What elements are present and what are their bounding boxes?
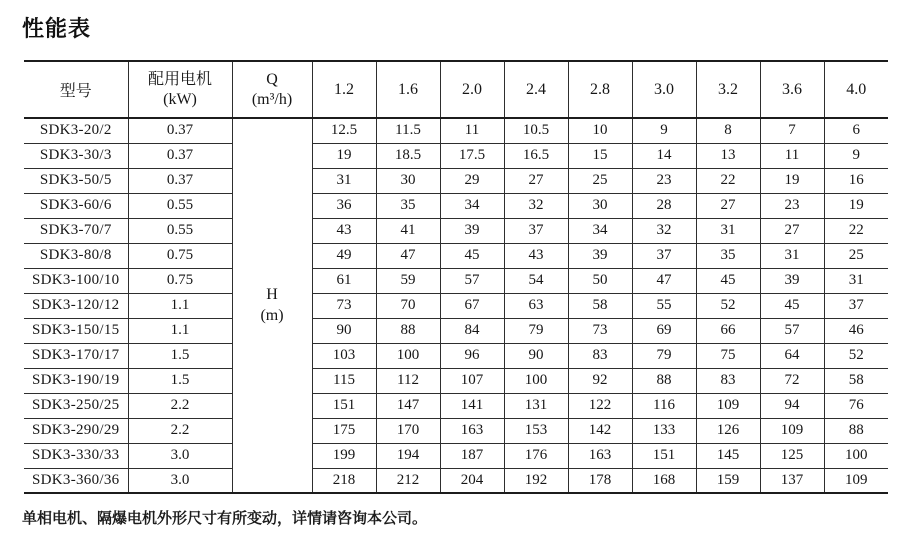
head-value-cell: 151 [632, 443, 696, 468]
head-value-cell: 153 [504, 418, 568, 443]
head-value-cell: 31 [696, 218, 760, 243]
head-value-cell: 126 [696, 418, 760, 443]
head-value-cell: 57 [440, 268, 504, 293]
head-value-cell: 13 [696, 143, 760, 168]
model-cell: SDK3-50/5 [24, 168, 128, 193]
head-value-cell: 75 [696, 343, 760, 368]
head-value-cell: 163 [568, 443, 632, 468]
head-value-cell: 194 [376, 443, 440, 468]
head-value-cell: 35 [376, 193, 440, 218]
head-value-cell: 19 [824, 193, 888, 218]
head-value-cell: 36 [312, 193, 376, 218]
head-value-cell: 100 [504, 368, 568, 393]
head-value-cell: 34 [440, 193, 504, 218]
head-value-cell: 52 [824, 343, 888, 368]
head-value-cell: 14 [632, 143, 696, 168]
model-cell: SDK3-150/15 [24, 318, 128, 343]
head-value-cell: 6 [824, 118, 888, 143]
head-value-cell: 109 [760, 418, 824, 443]
header-flow-value: 2.8 [568, 61, 632, 118]
head-value-cell: 15 [568, 143, 632, 168]
head-value-cell: 115 [312, 368, 376, 393]
table-row [24, 193, 888, 218]
head-value-cell: 159 [696, 468, 760, 493]
head-value-cell: 142 [568, 418, 632, 443]
head-value-cell: 109 [824, 468, 888, 493]
head-value-cell: 16 [824, 168, 888, 193]
head-value-cell: 30 [568, 193, 632, 218]
table-row [24, 268, 888, 293]
table-body [24, 118, 888, 493]
head-value-cell: 73 [568, 318, 632, 343]
model-cell: SDK3-60/6 [24, 193, 128, 218]
head-value-cell: 100 [376, 343, 440, 368]
head-value-cell: 79 [632, 343, 696, 368]
head-value-cell: 27 [504, 168, 568, 193]
table-row [24, 468, 888, 493]
motor-power-cell: 1.1 [128, 318, 232, 343]
head-value-cell: 31 [760, 243, 824, 268]
head-value-cell: 122 [568, 393, 632, 418]
head-value-cell: 72 [760, 368, 824, 393]
model-cell: SDK3-170/17 [24, 343, 128, 368]
head-value-cell: 27 [696, 193, 760, 218]
header-flow-value: 4.0 [824, 61, 888, 118]
head-value-cell: 25 [824, 243, 888, 268]
head-value-cell: 145 [696, 443, 760, 468]
head-value-cell: 170 [376, 418, 440, 443]
head-value-cell: 35 [696, 243, 760, 268]
head-value-cell: 31 [824, 268, 888, 293]
table-row [24, 318, 888, 343]
header-flow-value: 3.6 [760, 61, 824, 118]
motor-power-cell: 2.2 [128, 393, 232, 418]
model-cell: SDK3-80/8 [24, 243, 128, 268]
head-value-cell: 47 [376, 243, 440, 268]
head-value-cell: 37 [824, 293, 888, 318]
head-value-cell: 12.5 [312, 118, 376, 143]
model-cell: SDK3-100/10 [24, 268, 128, 293]
head-value-cell: 9 [824, 143, 888, 168]
motor-power-cell: 3.0 [128, 468, 232, 493]
header-q-unit: (m³/h) [251, 90, 293, 108]
head-value-cell: 18.5 [376, 143, 440, 168]
table-row [24, 218, 888, 243]
head-value-cell: 107 [440, 368, 504, 393]
head-value-cell: 83 [696, 368, 760, 393]
header-flow-value: 3.2 [696, 61, 760, 118]
head-value-cell: 19 [760, 168, 824, 193]
header-flow-value: 1.2 [312, 61, 376, 118]
motor-power-cell: 3.0 [128, 443, 232, 468]
head-value-cell: 22 [824, 218, 888, 243]
model-cell: SDK3-360/36 [24, 468, 128, 493]
model-cell: SDK3-190/19 [24, 368, 128, 393]
head-value-cell: 39 [760, 268, 824, 293]
motor-power-cell: 1.5 [128, 343, 232, 368]
head-value-cell: 17.5 [440, 143, 504, 168]
header-flow-value: 1.6 [376, 61, 440, 118]
head-value-cell: 58 [568, 293, 632, 318]
head-value-cell: 112 [376, 368, 440, 393]
head-value-cell: 39 [568, 243, 632, 268]
performance-table [24, 60, 888, 494]
head-value-cell: 32 [504, 193, 568, 218]
head-value-cell: 84 [440, 318, 504, 343]
header-flow-value: 3.0 [632, 61, 696, 118]
motor-power-cell: 0.37 [128, 118, 232, 143]
head-value-cell: 88 [632, 368, 696, 393]
head-value-cell: 96 [440, 343, 504, 368]
head-value-cell: 46 [824, 318, 888, 343]
head-value-cell: 19 [312, 143, 376, 168]
motor-power-cell: 2.2 [128, 418, 232, 443]
head-value-cell: 11.5 [376, 118, 440, 143]
head-value-cell: 69 [632, 318, 696, 343]
head-symbol: H [266, 285, 278, 303]
head-value-cell: 29 [440, 168, 504, 193]
head-value-cell: 43 [312, 218, 376, 243]
motor-power-cell: 0.37 [128, 143, 232, 168]
head-value-cell: 212 [376, 468, 440, 493]
head-value-cell: 45 [440, 243, 504, 268]
header-motor-unit: (kW) [163, 90, 197, 108]
header-flow-value: 2.4 [504, 61, 568, 118]
motor-power-cell: 0.55 [128, 193, 232, 218]
header-row [24, 61, 888, 118]
head-value-cell: 50 [568, 268, 632, 293]
header-q-symbol: Q [266, 70, 278, 88]
table-row [24, 243, 888, 268]
motor-power-cell: 1.1 [128, 293, 232, 318]
motor-power-cell: 0.75 [128, 268, 232, 293]
head-value-cell: 32 [632, 218, 696, 243]
model-cell: SDK3-70/7 [24, 218, 128, 243]
head-value-cell: 218 [312, 468, 376, 493]
table-row [24, 418, 888, 443]
header-flow-q [232, 61, 312, 118]
head-value-cell: 83 [568, 343, 632, 368]
head-value-cell: 109 [696, 393, 760, 418]
motor-power-cell: 0.55 [128, 218, 232, 243]
head-value-cell: 131 [504, 393, 568, 418]
header-motor-label: 配用电机 [147, 70, 212, 88]
head-value-cell: 125 [760, 443, 824, 468]
head-value-cell: 28 [632, 193, 696, 218]
table-row [24, 118, 888, 143]
head-value-cell: 67 [440, 293, 504, 318]
head-value-cell: 79 [504, 318, 568, 343]
head-value-cell: 45 [696, 268, 760, 293]
header-motor-power [128, 61, 232, 118]
head-value-cell: 59 [376, 268, 440, 293]
page-title: 性能表 [22, 16, 92, 41]
motor-power-cell: 0.75 [128, 243, 232, 268]
head-value-cell: 8 [696, 118, 760, 143]
model-cell: SDK3-290/29 [24, 418, 128, 443]
head-value-cell: 52 [696, 293, 760, 318]
table-row [24, 143, 888, 168]
head-value-cell: 10.5 [504, 118, 568, 143]
head-value-cell: 141 [440, 393, 504, 418]
table-row [24, 393, 888, 418]
head-value-cell: 192 [504, 468, 568, 493]
header-flow-value: 2.0 [440, 61, 504, 118]
head-value-cell: 147 [376, 393, 440, 418]
head-value-cell: 66 [696, 318, 760, 343]
head-value-cell: 64 [760, 343, 824, 368]
head-value-cell: 41 [376, 218, 440, 243]
head-value-cell: 90 [312, 318, 376, 343]
head-value-cell: 175 [312, 418, 376, 443]
head-value-cell: 27 [760, 218, 824, 243]
head-value-cell: 22 [696, 168, 760, 193]
table-row [24, 443, 888, 468]
head-value-cell: 116 [632, 393, 696, 418]
model-cell: SDK3-330/33 [24, 443, 128, 468]
head-value-cell: 133 [632, 418, 696, 443]
head-value-cell: 37 [632, 243, 696, 268]
head-value-cell: 151 [312, 393, 376, 418]
head-value-cell: 168 [632, 468, 696, 493]
head-value-cell: 47 [632, 268, 696, 293]
head-value-cell: 49 [312, 243, 376, 268]
motor-power-cell: 1.5 [128, 368, 232, 393]
head-value-cell: 70 [376, 293, 440, 318]
head-value-cell: 37 [504, 218, 568, 243]
head-value-cell: 55 [632, 293, 696, 318]
head-value-cell: 34 [568, 218, 632, 243]
head-value-cell: 61 [312, 268, 376, 293]
head-value-cell: 73 [312, 293, 376, 318]
head-value-cell: 88 [824, 418, 888, 443]
model-cell: SDK3-250/25 [24, 393, 128, 418]
head-value-cell: 31 [312, 168, 376, 193]
model-cell: SDK3-30/3 [24, 143, 128, 168]
head-value-cell: 43 [504, 243, 568, 268]
head-value-cell: 187 [440, 443, 504, 468]
head-value-cell: 7 [760, 118, 824, 143]
head-unit-cell [232, 118, 312, 493]
table-row [24, 293, 888, 318]
head-value-cell: 58 [824, 368, 888, 393]
model-cell: SDK3-20/2 [24, 118, 128, 143]
head-value-cell: 23 [760, 193, 824, 218]
head-value-cell: 11 [760, 143, 824, 168]
head-value-cell: 92 [568, 368, 632, 393]
head-value-cell: 25 [568, 168, 632, 193]
head-unit: (m) [260, 306, 284, 324]
head-value-cell: 57 [760, 318, 824, 343]
head-value-cell: 30 [376, 168, 440, 193]
head-value-cell: 176 [504, 443, 568, 468]
head-value-cell: 199 [312, 443, 376, 468]
head-value-cell: 137 [760, 468, 824, 493]
head-value-cell: 94 [760, 393, 824, 418]
head-value-cell: 88 [376, 318, 440, 343]
head-value-cell: 39 [440, 218, 504, 243]
head-value-cell: 16.5 [504, 143, 568, 168]
head-value-cell: 76 [824, 393, 888, 418]
head-value-cell: 11 [440, 118, 504, 143]
model-cell: SDK3-120/12 [24, 293, 128, 318]
table-row [24, 368, 888, 393]
head-value-cell: 178 [568, 468, 632, 493]
head-value-cell: 90 [504, 343, 568, 368]
table-row [24, 168, 888, 193]
head-value-cell: 54 [504, 268, 568, 293]
head-value-cell: 103 [312, 343, 376, 368]
head-value-cell: 163 [440, 418, 504, 443]
head-value-cell: 100 [824, 443, 888, 468]
head-value-cell: 23 [632, 168, 696, 193]
head-value-cell: 9 [632, 118, 696, 143]
header-model: 型号 [24, 61, 128, 118]
footnote: 单相电机、隔爆电机外形尺寸有所变动，详情请咨询本公司。 [22, 510, 428, 527]
motor-power-cell: 0.37 [128, 168, 232, 193]
head-value-cell: 204 [440, 468, 504, 493]
head-value-cell: 45 [760, 293, 824, 318]
head-value-cell: 10 [568, 118, 632, 143]
head-value-cell: 63 [504, 293, 568, 318]
table-row [24, 343, 888, 368]
